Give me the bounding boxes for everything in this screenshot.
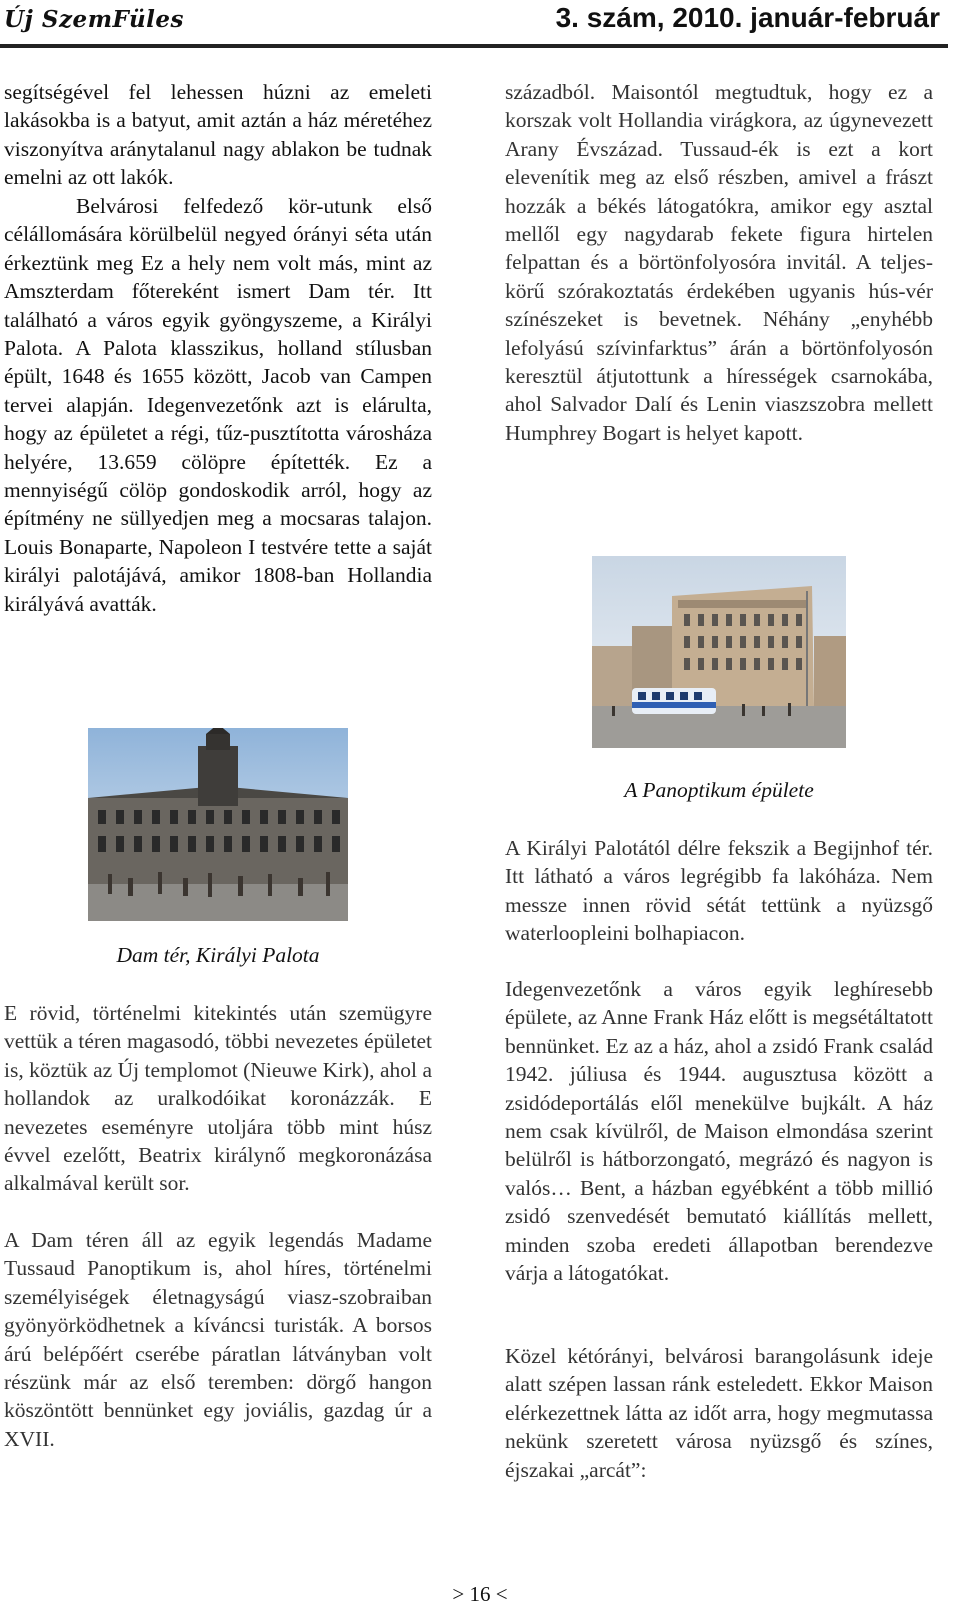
right-paragraph-4: Közel kétórányi, belvárosi barangolásunk ideje alatt szépen lassan ránk esteledett. Ekkor Maison elérkezettnek látta az időt arra, hogy megmutassa nekünk szeretett városa nyüzsgő és színes, éjszakai „arcát”:: [505, 1344, 933, 1482]
page-number: > 16 <: [452, 1582, 508, 1606]
right-paragraph-1: századból. Maisontól megtudtuk, hogy ez a korszak volt Hollandia virágkora, az úgynevezett Arany Évszázad. Tussaud-ék is ezt a kort elevenítik meg az első részben, amivel a frászt hozzák a békés látogatókra, amikor egy asztal mellől egy nagydarab fekete figura hirtelen felpattan és a börtönfolyosóra invitál. A teljes-körű szórakoztatás érdekében ugyanis hús-vér színészeket is bevetnek. Néhány „enyhébb lefolyású szívinfarktus” árán a börtönfolyosón keresztül átjutottunk a hírességek csarnokába, ahol Salvador Dalí és Lenin viaszszobra mellett Humphrey Bogart is helyet kapott.: [505, 80, 933, 445]
magazine-title: Új SzemFüles: [4, 6, 184, 33]
right-paragraph-2: A Királyi Palotától délre fekszik a Begijnhof tér. Itt látható a város legrégibb fa lakóháza. Nem messze innen rövid sétát tettünk a nyüzsgő waterloopleini bolhapiacon.: [505, 836, 933, 946]
royal-palace-caption: Dam tér, Királyi Palota: [116, 943, 320, 967]
left-paragraph-3: E rövid, történelmi kitekintés után szemügyre vettük a téren magasodó, többi nevezetes épületet is, köztük az Új templomot (Nieuwe Kirk), ahol a hollandok az uralkodóikat koronázzák. E nevezetes eseményre utoljára több mint húsz évvel ezelőtt, Beatrix királynő megkoronázása alkalmával került sor.: [4, 1001, 432, 1196]
right-paragraph-3: Idegenvezetőnk a város egyik leghíresebb épülete, az Anne Frank Ház előtt is megsétáltatott bennünket. Ez az a ház, ahol a zsidó Frank család 1942. júliusa és 1944. augusztusa között a zsidódeportálás elől menekülve bujkált. A ház nem csak kívülről, de Maison elmondása szerint belülről is hátborzongató, megrázó és nagyon is valós… Bent, a házban egyébként a több millió zsidó szenvedését bemutató kiállítás mellett, minden szoba eredeti állapotban berendezve várja a látogatókat.: [505, 977, 933, 1286]
panoptikum-caption: A Panoptikum épülete: [624, 778, 814, 802]
left-paragraph-4: A Dam téren áll az egyik legendás Madame Tussaud Panoptikum is, ahol híres, történelmi személyiségek életnagyságú viasz-szobraiban gyönyörködhetnek a kíváncsi turisták. A borsos árú belépőért cserébe páratlan látványban volt részünk már az első teremben: dörgő hangon köszöntött bennünket egy joviális, gazdag úr a XVII.: [4, 1228, 432, 1451]
panoptikum-photo: [592, 556, 846, 748]
issue-number: 3. szám, 2010. január-február: [555, 2, 940, 33]
left-paragraph-1: segítségével fel lehessen húzni az emeleti lakásokba is a batyut, amit aztán a ház méretéhez viszonyítva aránytalanul nagy ablakon be tudnak emelni az ott lakók.: [4, 80, 432, 190]
page-header: [0, 0, 948, 48]
left-paragraph-2: Belvárosi felfedező kör-utunk első célállomására körülbelül negyed órányi séta után érkeztünk meg Ez a hely nem volt más, mint az Amszterdam főtereként ismert Dam tér. Itt található a város egyik gyöngyszeme, a Királyi Palota. A Palota klasszikus, holland stílusban épült, 1648 és 1655 között, Jacob van Campen tervei alapján. Idegenvezetőnk azt is elárulta, hogy az épületet a régi, tűz-pusztította városháza helyére, 13.659 cölöpre építették. Ez a mennyiségű cölöp gondoskodik arról, hogy az építmény ne süllyedjen meg a mocsaras talajon. Louis Bonaparte, Napoleon I testvére tette a saját királyi palotájává, amikor 1808-ban Hollandia királyává avatták.: [4, 194, 432, 616]
royal-palace-photo: [88, 728, 348, 921]
